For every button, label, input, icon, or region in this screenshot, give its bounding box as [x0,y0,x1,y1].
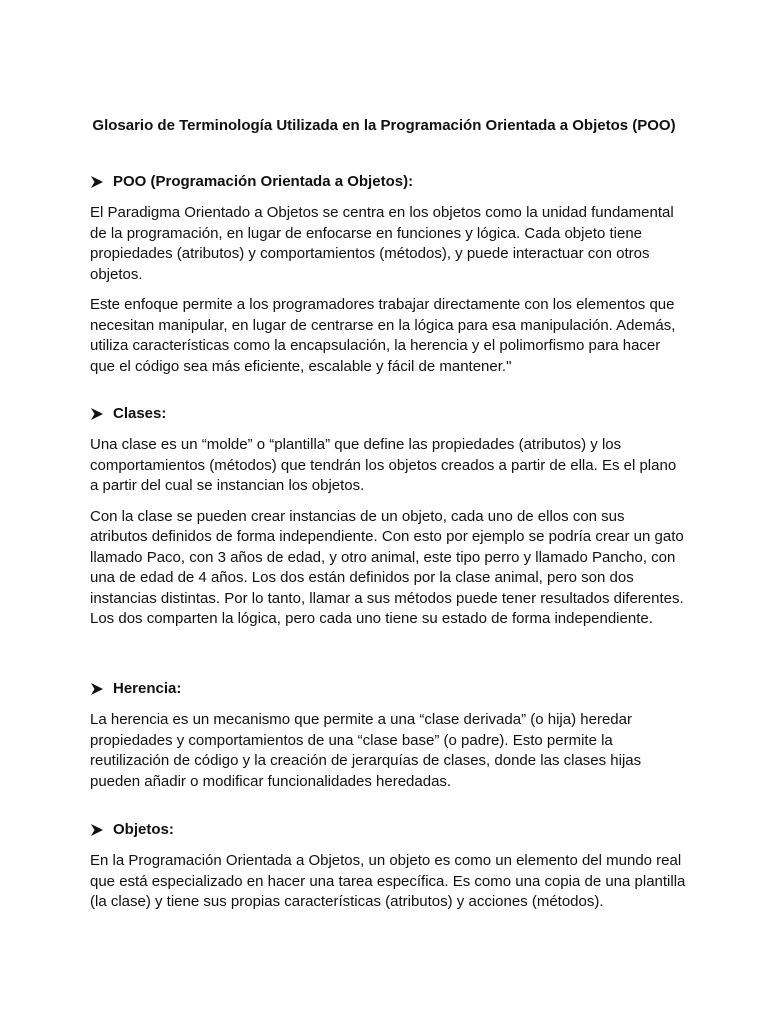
paragraph: Una clase es un “molde” o “plantilla” que define las propiedades (atributos) y los comportamientos (métodos) que tendrán los objetos creados a partir de ella. Es el plano a partir del cual se instancian los objetos. [90,436,677,494]
paragraph: Con la clase se pueden crear instancias de un objeto, cada uno de ellos con sus atributos definidos de forma independiente. Con esto por ejemplo se podría crear un gato llamado Paco, con 3 años de edad, y otro animal, este tipo perro y llamado Pancho, con una de edad de 4 años. Los dos están definidos por la clase animal, pero son dos instancias distintas. Por lo tanto, llamar a sus métodos puede tener resultados diferentes. Los dos comparten la lógica, pero cada uno tiene su estado de forma independiente. [90,507,684,627]
section-heading-text: Clases: [113,405,167,422]
document-title: Glosario de Terminología Utilizada en la Programación Orientada a Objetos (POO) [92,117,676,134]
paragraph: La herencia es un mecanismo que permite a una “clase derivada” (o hija) heredar propiedades y comportamientos de una “clase base” (o padre). Esto permite la reutilización de código y la creación de jerarquías de clases, donde las clases hijas pueden añadir o modificar funcionalidades heredadas. [90,711,642,790]
section-poo [90,172,686,387]
section-heading [90,820,686,840]
arrowhead-bullet-icon [90,407,104,421]
paragraph: Este enfoque permite a los programadores trabajar directamente con los elementos que necesitan manipular, en lugar de centrarse en la lógica para esa manipulación. Además, utiliza características como la encapsulación, la herencia y el polimorfismo para hacer que el código sea más eficiente, escalable y fácil de mantener." [90,296,676,375]
section-objetos [90,820,686,923]
section-heading [90,172,686,192]
section-heading [90,679,686,699]
section-herencia [90,679,686,802]
paragraph: El Paradigma Orientado a Objetos se centra en los objetos como la unidad fundamental de la programación, en lugar de enfocarse en funciones y lógica. Cada objeto tiene propiedades (atributos) y comportamientos (métodos), y puede interactuar con otros objetos. [90,204,674,283]
arrowhead-bullet-icon [90,175,104,189]
section-clases [90,404,686,640]
section-heading-text: POO (Programación Orientada a Objetos): [113,173,414,190]
section-heading-text: Objetos: [113,821,174,838]
paragraph: En la Programación Orientada a Objetos, un objeto es como un elemento del mundo real que está especializado en hacer una tarea específica. Es como una copia de una plantilla (la clase) y tiene sus propias características (atributos) y acciones (métodos). [90,852,686,910]
section-heading-text: Herencia: [113,680,182,697]
arrowhead-bullet-icon [90,823,104,837]
arrowhead-bullet-icon [90,682,104,696]
section-heading [90,404,686,424]
